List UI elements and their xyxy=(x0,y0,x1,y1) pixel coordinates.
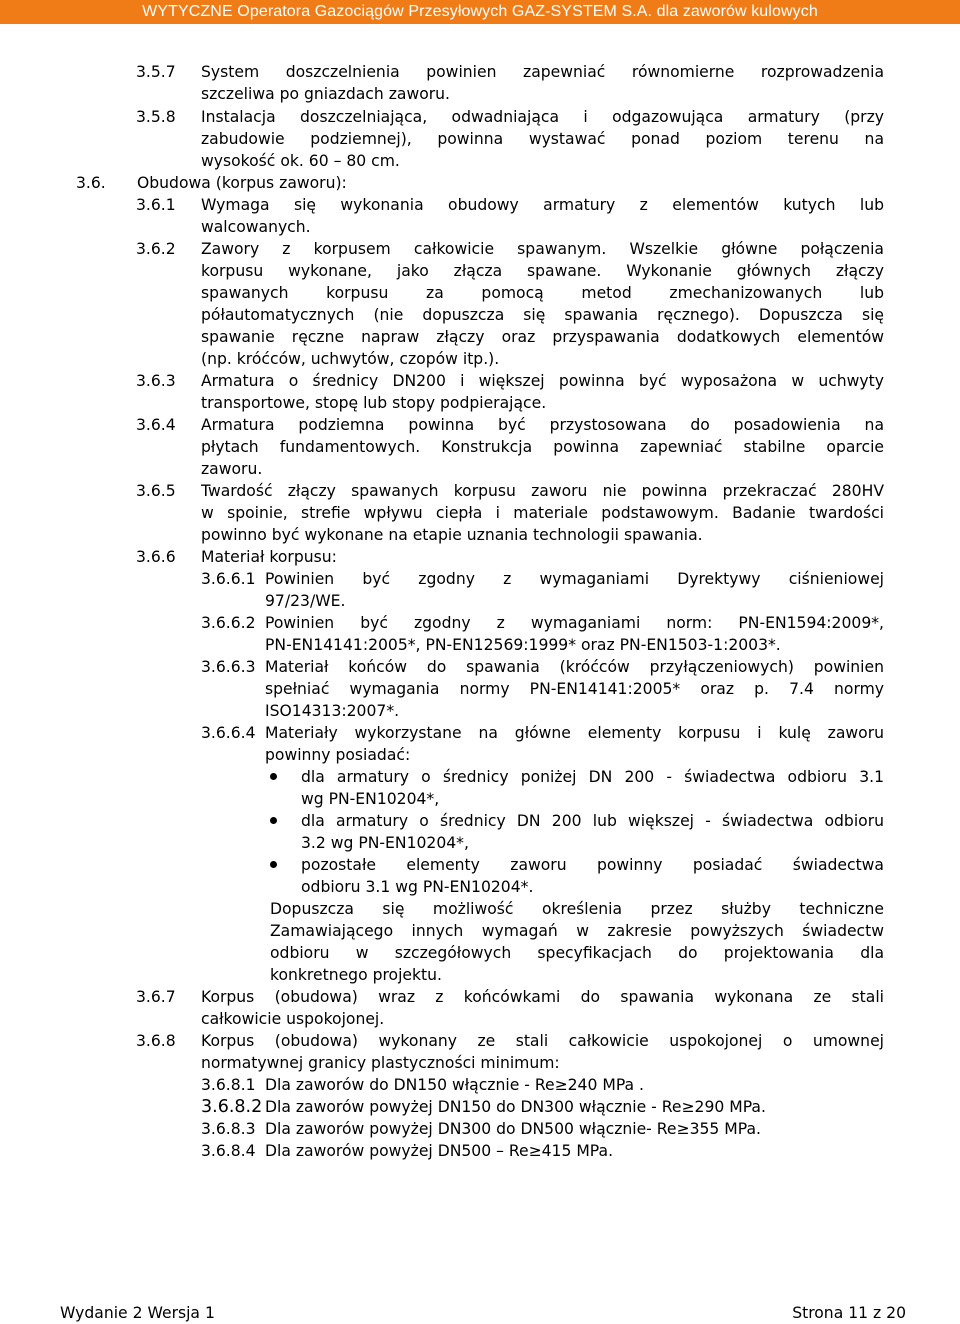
section-number: 3.6.7 xyxy=(136,988,176,1006)
paragraph-line: powinno być wykonane na etapie uznania technologii spawania. xyxy=(201,526,703,544)
paragraph-line: całkowicie uspokojonej. xyxy=(201,1010,385,1028)
section-number: 3.6.5 xyxy=(136,482,176,500)
bullet-icon xyxy=(270,773,277,780)
paragraph-line: spełniać wymagania normy PN-EN14141:2005* oraz p. 7.4 normy xyxy=(265,680,884,698)
paragraph-line: Powinien być zgodny z wymaganiami Dyrektywy ciśnieniowej xyxy=(265,570,884,588)
section-number: 3.6.3 xyxy=(136,372,176,390)
paragraph-line: szczeliwa po gniazdach zaworu. xyxy=(201,85,450,103)
subsection-number: 3.6.6.2 xyxy=(201,614,256,632)
paragraph-line: Zawory z korpusem całkowicie spawanym. Wszelkie główne połączenia xyxy=(201,240,884,258)
paragraph-line: konkretnego projektu. xyxy=(270,966,442,984)
paragraph-line: Materiał końców do spawania (króćców przyłączeniowych) powinien xyxy=(265,658,884,676)
paragraph-line: Twardość złączy spawanych korpusu zaworu nie powinna przekraczać 280HV xyxy=(201,482,884,500)
bullet-line: dla armatury o średnicy DN 200 lub większej - świadectwa odbioru xyxy=(301,812,884,830)
footer-edition: Wydanie 2 Wersja 1 xyxy=(60,1304,215,1322)
bullet-icon xyxy=(270,817,277,824)
paragraph-line: Korpus (obudowa) wraz z końcówkami do spawania wykonana ze stali xyxy=(201,988,884,1006)
paragraph-line: System doszczelnienia powinien zapewniać równomierne rozprowadzenia xyxy=(201,63,884,81)
section-number: 3.6.6 xyxy=(136,548,176,566)
footer-page-number: Strona 11 z 20 xyxy=(792,1304,906,1322)
bullet-line: dla armatury o średnicy poniżej DN 200 - świadectwa odbioru 3.1 xyxy=(301,768,884,786)
bullet-line: pozostałe elementy zaworu powinny posiadać świadectwa xyxy=(301,856,884,874)
subsection-number: 3.6.8.1 xyxy=(201,1076,256,1094)
paragraph-line: w spoinie, strefie wpływu ciepła i materiale podstawowym. Badanie twardości xyxy=(201,504,884,522)
paragraph-line: Armatura o średnicy DN200 i większej powinna być wyposażona w uchwyty xyxy=(201,372,884,390)
paragraph-line: transportowe, stopę lub stopy podpierające. xyxy=(201,394,547,412)
paragraph-line: Armatura podziemna powinna być przystosowana do posadowienia na xyxy=(201,416,884,434)
paragraph-line: Powinien być zgodny z wymaganiami norm: PN-EN1594:2009*, xyxy=(265,614,884,632)
paragraph-line: spawanych korpusu za pomocą metod zmechanizowanych lub xyxy=(201,284,884,302)
paragraph-line: (np. króćców, uchwytów, czopów itp.). xyxy=(201,350,500,368)
paragraph-line: Instalacja doszczelniająca, odwadniająca i odgazowująca armatury (przy xyxy=(201,108,884,126)
section-number: 3.6.8 xyxy=(136,1032,176,1050)
subsection-number: 3.6.6.1 xyxy=(201,570,256,588)
subsection-number: 3.6.8.3 xyxy=(201,1120,256,1138)
paragraph-line: wysokość ok. 60 – 80 cm. xyxy=(201,152,400,170)
paragraph-line: walcowanych. xyxy=(201,218,311,236)
paragraph-line: Materiały wykorzystane na główne elementy korpusu i kulę zaworu xyxy=(265,724,884,742)
paragraph-line: spawanie ręczne napraw złączy oraz przyspawania dodatkowych elementów xyxy=(201,328,884,346)
paragraph-line: odbioru w szczegółowych specyfikacjach do projektowania dla xyxy=(270,944,884,962)
section-title: Materiał korpusu: xyxy=(201,548,337,566)
bullet-icon xyxy=(270,861,277,868)
paragraph-line: ISO14313:2007*. xyxy=(265,702,400,720)
list-item: Dla zaworów do DN150 włącznie - Re≥240 MPa . xyxy=(265,1076,644,1094)
section-number: 3.6. xyxy=(76,174,106,192)
section-number: 3.6.1 xyxy=(136,196,176,214)
section-number: 3.5.8 xyxy=(136,108,176,126)
list-item: Dla zaworów powyżej DN500 – Re≥415 MPa. xyxy=(265,1142,614,1160)
section-title: Obudowa (korpus zaworu): xyxy=(137,174,347,192)
bullet-line: wg PN-EN10204*, xyxy=(301,790,440,808)
subsection-number: 3.6.8.2 xyxy=(201,1097,263,1117)
section-number: 3.6.2 xyxy=(136,240,176,258)
paragraph-line: normatywnej granicy plastyczności minimum: xyxy=(201,1054,560,1072)
page-header: WYTYCZNE Operatora Gazociągów Przesyłowych GAZ-SYSTEM S.A. dla zaworów kulowych xyxy=(0,0,960,24)
paragraph-line: powinny posiadać: xyxy=(265,746,411,764)
paragraph-line: półautomatycznych (nie dopuszcza się spawania ręcznego). Dopuszcza się xyxy=(201,306,884,324)
paragraph-line: Zamawiającego innych wymagań w zakresie powyższych świadectw xyxy=(270,922,884,940)
bullet-line: odbioru 3.1 wg PN-EN10204*. xyxy=(301,878,534,896)
paragraph-line: zaworu. xyxy=(201,460,263,478)
section-number: 3.6.4 xyxy=(136,416,176,434)
paragraph-line: płytach fundamentowych. Konstrukcja powinna zapewniać stabilne oparcie xyxy=(201,438,884,456)
section-number: 3.5.7 xyxy=(136,63,176,81)
paragraph-line: Korpus (obudowa) wykonany ze stali całkowicie uspokojonej o umownej xyxy=(201,1032,884,1050)
paragraph-line: Dopuszcza się możliwość określenia przez służby techniczne xyxy=(270,900,884,918)
paragraph-line: korpusu wykonane, jako złącza spawane. Wykonanie głównych złączy xyxy=(201,262,884,280)
bullet-line: 3.2 wg PN-EN10204*, xyxy=(301,834,469,852)
subsection-number: 3.6.8.4 xyxy=(201,1142,256,1160)
list-item: Dla zaworów powyżej DN150 do DN300 włącznie - Re≥290 MPa. xyxy=(265,1098,766,1116)
paragraph-line: zabudowie podziemnej), powinna wystawać ponad poziom terenu na xyxy=(201,130,884,148)
subsection-number: 3.6.6.4 xyxy=(201,724,256,742)
paragraph-line: 97/23/WE. xyxy=(265,592,346,610)
list-item: Dla zaworów powyżej DN300 do DN500 włącznie- Re≥355 MPa. xyxy=(265,1120,761,1138)
subsection-number: 3.6.6.3 xyxy=(201,658,256,676)
paragraph-line: PN-EN14141:2005*, PN-EN12569:1999* oraz PN-EN1503-1:2003*. xyxy=(265,636,781,654)
paragraph-line: Wymaga się wykonania obudowy armatury z elementów kutych lub xyxy=(201,196,884,214)
